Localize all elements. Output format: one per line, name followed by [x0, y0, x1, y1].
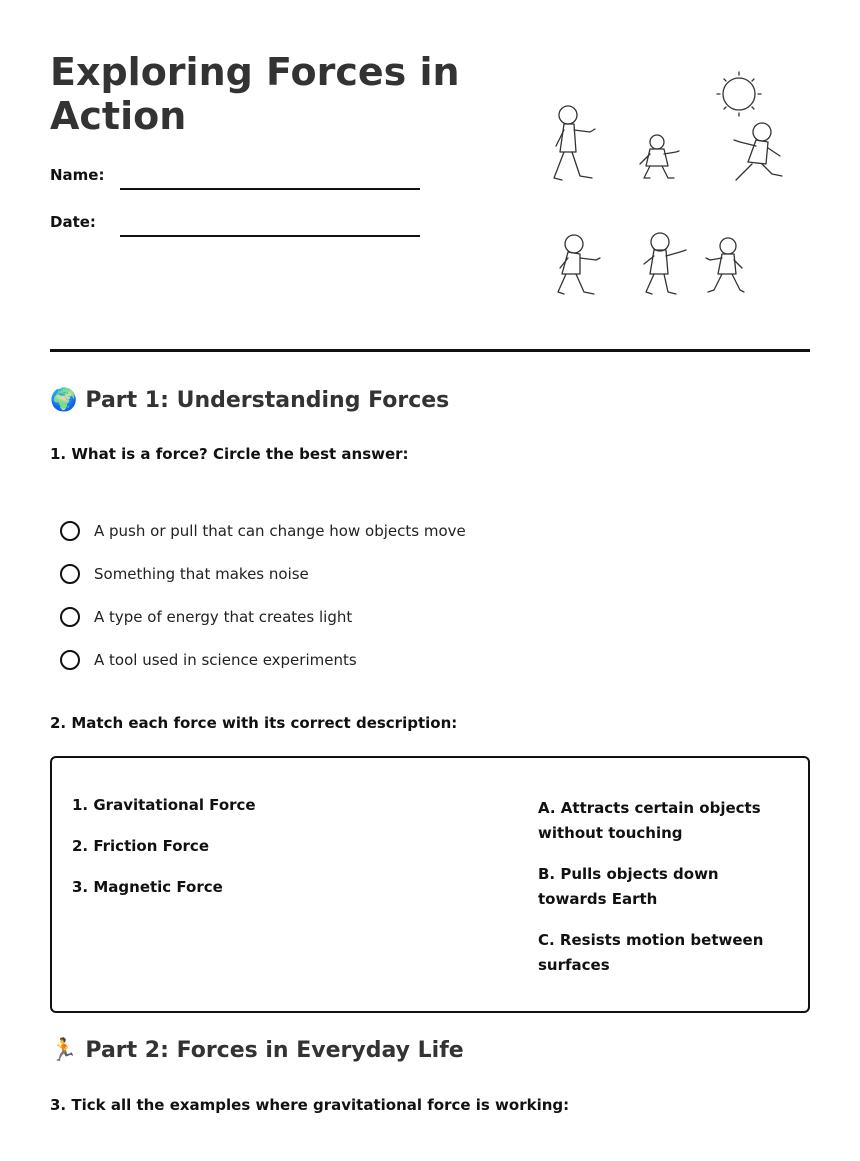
description-item[interactable]: C. Resists motion between surfaces: [538, 931, 764, 974]
option-1-label: A push or pull that can change how objects move: [94, 521, 466, 540]
force-item[interactable]: 1. Gravitational Force: [72, 796, 256, 814]
option-2[interactable]: [60, 552, 660, 595]
sun-icon: [717, 72, 761, 116]
kids-playing-illustration: [540, 68, 800, 308]
date-field[interactable]: [50, 213, 420, 243]
description-item[interactable]: B. Pulls objects down towards Earth: [538, 865, 719, 908]
force-item[interactable]: 3. Magnetic Force: [72, 878, 223, 896]
kid-running-figure: [734, 123, 782, 180]
date-label: Date:: [50, 213, 96, 231]
date-line[interactable]: [120, 235, 420, 237]
question-1-options: [60, 509, 660, 681]
question-2: 2. Match each force with its correct description:: [50, 714, 458, 732]
question-1: 1. What is a force? Circle the best answer:: [50, 445, 409, 463]
matching-box: [50, 756, 810, 1013]
radio-circle[interactable]: [60, 521, 80, 541]
radio-circle[interactable]: [60, 650, 80, 670]
option-4[interactable]: [60, 638, 660, 681]
name-line[interactable]: [120, 188, 420, 190]
globe-icon: 🌍: [50, 388, 78, 413]
part1-heading: [50, 388, 449, 413]
option-4-label: A tool used in science experiments: [94, 650, 357, 669]
forces-column: [72, 796, 372, 919]
option-2-label: Something that makes noise: [94, 564, 309, 583]
option-3-label: A type of energy that creates light: [94, 607, 353, 626]
worksheet-title: Exploring Forces in Action: [50, 50, 460, 138]
header-divider: [50, 349, 810, 352]
option-1[interactable]: [60, 509, 660, 552]
part1-title: Part 1: Understanding Forces: [85, 388, 450, 413]
kid-running-figure: [644, 233, 686, 294]
option-3[interactable]: [60, 595, 660, 638]
part2-title: Part 2: Forces in Everyday Life: [85, 1038, 464, 1063]
runner-icon: 🏃: [50, 1038, 78, 1063]
force-item[interactable]: 2. Friction Force: [72, 837, 209, 855]
descriptions-column: [538, 796, 778, 994]
kid-running-figure: [558, 235, 600, 294]
kid-running-figure: [706, 238, 744, 292]
part2-heading: [50, 1038, 464, 1063]
question-3: 3. Tick all the examples where gravitational force is working:: [50, 1096, 570, 1114]
toddler-figure: [640, 135, 679, 178]
kid-walking-figure: [554, 106, 595, 180]
radio-circle[interactable]: [60, 564, 80, 584]
description-item[interactable]: A. Attracts certain objects without touching: [538, 799, 761, 842]
name-field[interactable]: [50, 166, 420, 196]
radio-circle[interactable]: [60, 607, 80, 627]
name-label: Name:: [50, 166, 105, 184]
